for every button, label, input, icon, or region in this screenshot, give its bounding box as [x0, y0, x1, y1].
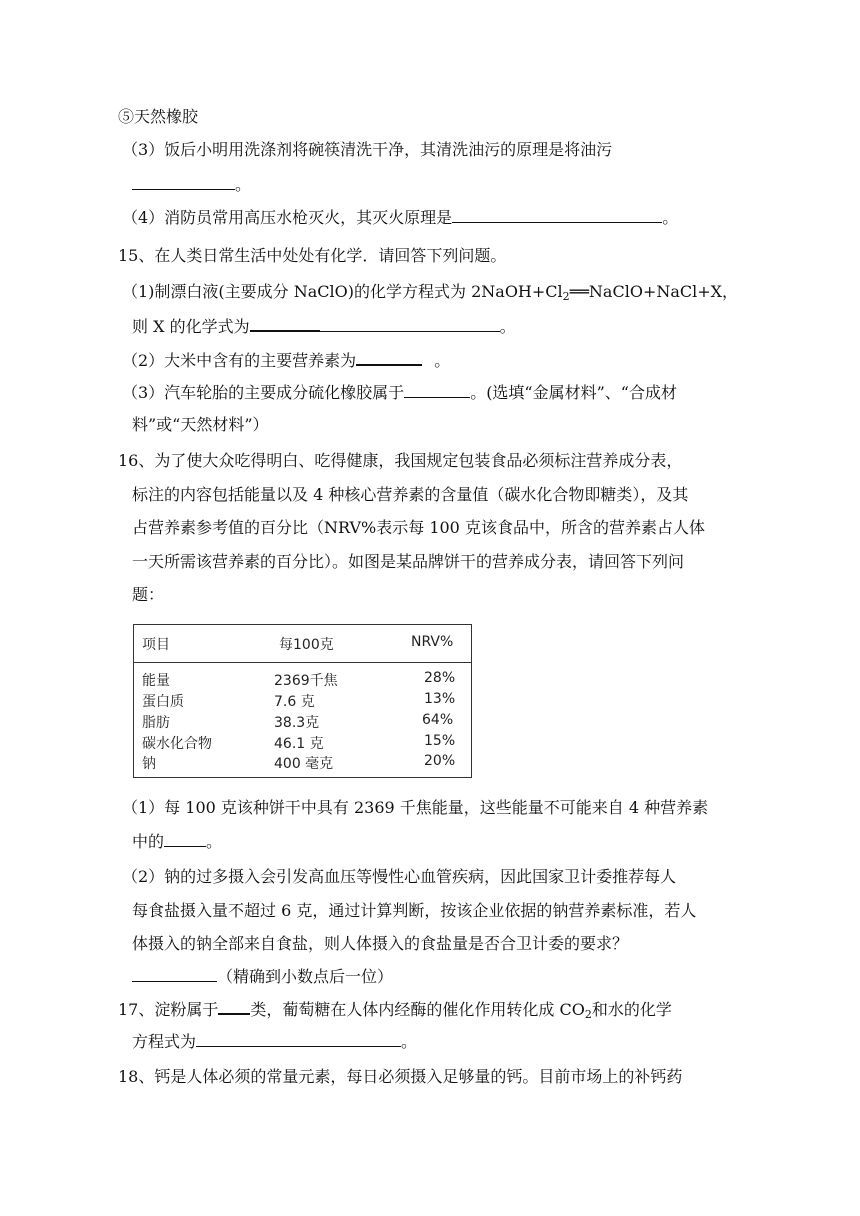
row-protein-value: 7.6 克	[274, 694, 315, 710]
nutrition-table	[133, 624, 472, 778]
row-protein-nrv: 13%	[424, 691, 456, 707]
q16-1-answer: 中的 。	[132, 832, 223, 851]
q16-2-text-2: 每食盐摄入量不超过 6 克，通过计算判断，按该企业依据的钠营养素标准，若人	[132, 901, 697, 920]
q15-3-text-cont: 料”或“天然材料”）	[132, 415, 269, 434]
row-protein-name: 蛋白质	[142, 694, 184, 710]
header-nrv: NRV%	[411, 634, 454, 650]
row-fat-value: 38.3克	[274, 715, 320, 731]
row-fat-nrv: 64%	[422, 712, 454, 728]
header-item: 项目	[142, 637, 170, 653]
q18-text: 18、钙是人体必须的常量元素，每日必须摄入足够量的钙。目前市场上的补钙药	[118, 1067, 683, 1086]
q17-answer: 方程式为 。	[132, 1032, 418, 1051]
row-sodium-nrv: 20%	[424, 753, 456, 769]
q14-4-text: （4）消防员常用高压水枪灭火，其灭火原理是 。	[122, 208, 679, 227]
q16-para-2: 标注的内容包括能量以及 4 种核心营养素的含量值（碳水化合物即糖类），及其	[132, 485, 689, 504]
q16-2-answer: （精确到小数点后一位）	[132, 967, 393, 987]
row-energy-value: 2369千焦	[274, 673, 338, 689]
q15-1-answer: 则 X 的化学式为 。	[132, 317, 516, 336]
row-fat-name: 脂肪	[142, 715, 170, 731]
q16-para-3: 占营养素参考值的百分比（NRV%表示每 100 克该食品中，所含的营养素占人体	[132, 518, 705, 537]
q15-2-text: （2）大米中含有的主要营养素为 。	[122, 351, 451, 370]
row-sodium-value: 400 毫克	[274, 756, 334, 772]
line-rubber: ⑤天然橡胶	[118, 107, 199, 126]
q14-3-text: （3）饭后小明用洗涤剂将碗筷清洗干净，其清洗油污的原理是将油污	[122, 140, 613, 159]
row-sodium-name: 钠	[142, 756, 156, 772]
q17-text: 17、淀粉属于 类，葡萄糖在人体内经酶的催化作用转化成 $CO_2$和水的化学	[118, 1000, 672, 1021]
row-carb-name: 碳水化合物	[142, 736, 212, 752]
q16-para-1: 16、为了使大众吃得明白、吃得健康，我国规定包装食品必须标注营养成分表，	[118, 451, 683, 470]
row-energy-name: 能量	[142, 673, 170, 689]
row-carb-nrv: 15%	[424, 733, 456, 749]
q15-3-text: （3）汽车轮胎的主要成分硫化橡胶属于 。(选填“金属材料”、“合成材	[122, 383, 677, 402]
row-carb-value: 46.1 克	[274, 736, 324, 752]
table-header	[134, 625, 471, 663]
q14-3-answer-line: 。	[132, 175, 251, 195]
row-energy-nrv: 28%	[424, 670, 456, 686]
q15-1-text: （1)制漂白液(主要成分 NaClO)的化学方程式为 $2NaOH+Cl_2══NaClO+NaCl+X$，	[122, 282, 739, 303]
q16-2-text: （2）钠的过多摄入会引发高血压等慢性心血管疾病，因此国家卫计委推荐每人	[122, 867, 677, 886]
q16-2-text-3: 体摄入的钠全部来自食盐，则人体摄入的食盐量是否合卫计委的要求？	[132, 934, 629, 953]
q16-para-5: 题：	[132, 585, 165, 604]
q16-1-text: （1）每 100 克该种饼干中具有 2369 千焦能量，这些能量不可能来自 4 种营养素	[122, 798, 709, 817]
q15-title: 15、在人类日常生活中处处有化学．请回答下列问题。	[118, 246, 507, 265]
q16-para-4: 一天所需该营养素的百分比）。如图是某品牌饼干的营养成分表，请回答下列问	[132, 552, 685, 571]
header-per100g: 每100克	[279, 637, 334, 653]
